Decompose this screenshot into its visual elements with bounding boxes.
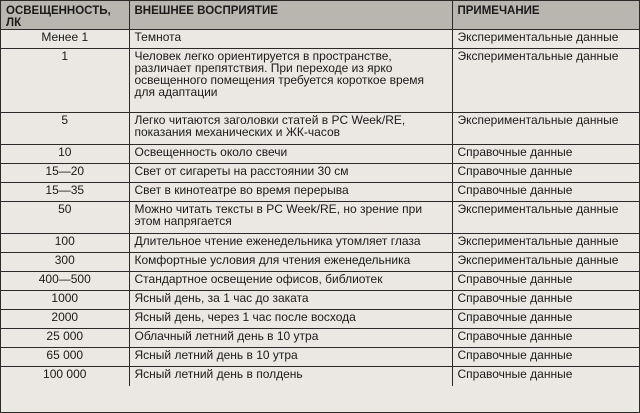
table-row (1, 329, 639, 348)
cell-lux: 300 (1, 253, 129, 272)
cell-note: Справочные данные (452, 310, 639, 329)
cell-note: Экспериментальные данные (452, 202, 639, 234)
cell-note: Справочные данные (452, 348, 639, 367)
cell-lux: Менее 1 (1, 30, 129, 49)
cell-perception: Ясный день, за 1 час до заката (129, 291, 452, 310)
header-row (1, 1, 639, 30)
table-row (1, 202, 639, 234)
cell-perception: Ясный летний день в 10 утра (129, 348, 452, 367)
cell-perception: Легко читаются заголовки статей в PC Week/RE, показания механических и ЖК-часов (129, 113, 452, 145)
table-row (1, 49, 639, 113)
table-row (1, 30, 639, 49)
cell-perception: Ясный летний день в полдень (129, 367, 452, 386)
header-perception: ВНЕШНЕЕ ВОСПРИЯТИЕ (129, 1, 452, 30)
table-row (1, 310, 639, 329)
cell-lux: 15—35 (1, 183, 129, 202)
cell-lux: 65 000 (1, 348, 129, 367)
cell-lux: 400—500 (1, 272, 129, 291)
table-row (1, 348, 639, 367)
table-row (1, 272, 639, 291)
cell-note: Экспериментальные данные (452, 113, 639, 145)
table-header (1, 1, 639, 30)
cell-perception: Комфортные условия для чтения еженедельника (129, 253, 452, 272)
cell-lux: 50 (1, 202, 129, 234)
cell-lux: 100 (1, 234, 129, 253)
cell-perception: Ясный день, через 1 час после восхода (129, 310, 452, 329)
table-row (1, 234, 639, 253)
cell-lux: 100 000 (1, 367, 129, 386)
cell-note: Экспериментальные данные (452, 253, 639, 272)
table-row (1, 183, 639, 202)
cell-note: Справочные данные (452, 145, 639, 164)
cell-perception: Темнота (129, 30, 452, 49)
cell-perception: Длительное чтение еженедельника утомляет глаза (129, 234, 452, 253)
cell-note: Справочные данные (452, 164, 639, 183)
cell-note: Экспериментальные данные (452, 234, 639, 253)
cell-lux: 5 (1, 113, 129, 145)
cell-lux: 1 (1, 49, 129, 113)
cell-lux: 10 (1, 145, 129, 164)
illuminance-table (1, 1, 639, 386)
table-row (1, 145, 639, 164)
table-row (1, 164, 639, 183)
table-row (1, 291, 639, 310)
cell-note: Справочные данные (452, 272, 639, 291)
table-body (1, 30, 639, 386)
table-row (1, 367, 639, 386)
cell-perception: Можно читать тексты в PC Week/RE, но зрение при этом напрягается (129, 202, 452, 234)
header-note: ПРИМЕЧАНИЕ (452, 1, 639, 30)
cell-perception: Стандартное освещение офисов, библиотек (129, 272, 452, 291)
cell-note: Справочные данные (452, 183, 639, 202)
header-lux: ОСВЕЩЕННОСТЬ, ЛК (1, 1, 129, 30)
cell-lux: 15—20 (1, 164, 129, 183)
cell-note: Справочные данные (452, 291, 639, 310)
cell-perception: Свет в кинотеатре во время перерыва (129, 183, 452, 202)
cell-lux: 1000 (1, 291, 129, 310)
cell-note: Экспериментальные данные (452, 30, 639, 49)
cell-note: Справочные данные (452, 329, 639, 348)
cell-perception: Свет от сигареты на расстоянии 30 см (129, 164, 452, 183)
cell-lux: 2000 (1, 310, 129, 329)
cell-note: Справочные данные (457, 367, 573, 381)
cell-perception: Облачный летний день в 10 утра (129, 329, 452, 348)
table-row (1, 253, 639, 272)
cell-note: Экспериментальные данные (452, 49, 639, 113)
cell-lux: 25 000 (1, 329, 129, 348)
cell-perception: Освещенность около свечи (129, 145, 452, 164)
cell-perception: Человек легко ориентируется в пространстве, различает препятствия. При переходе из ярко освещенного помещения требуется короткое время для адаптации (129, 49, 452, 113)
table-row (1, 113, 639, 145)
